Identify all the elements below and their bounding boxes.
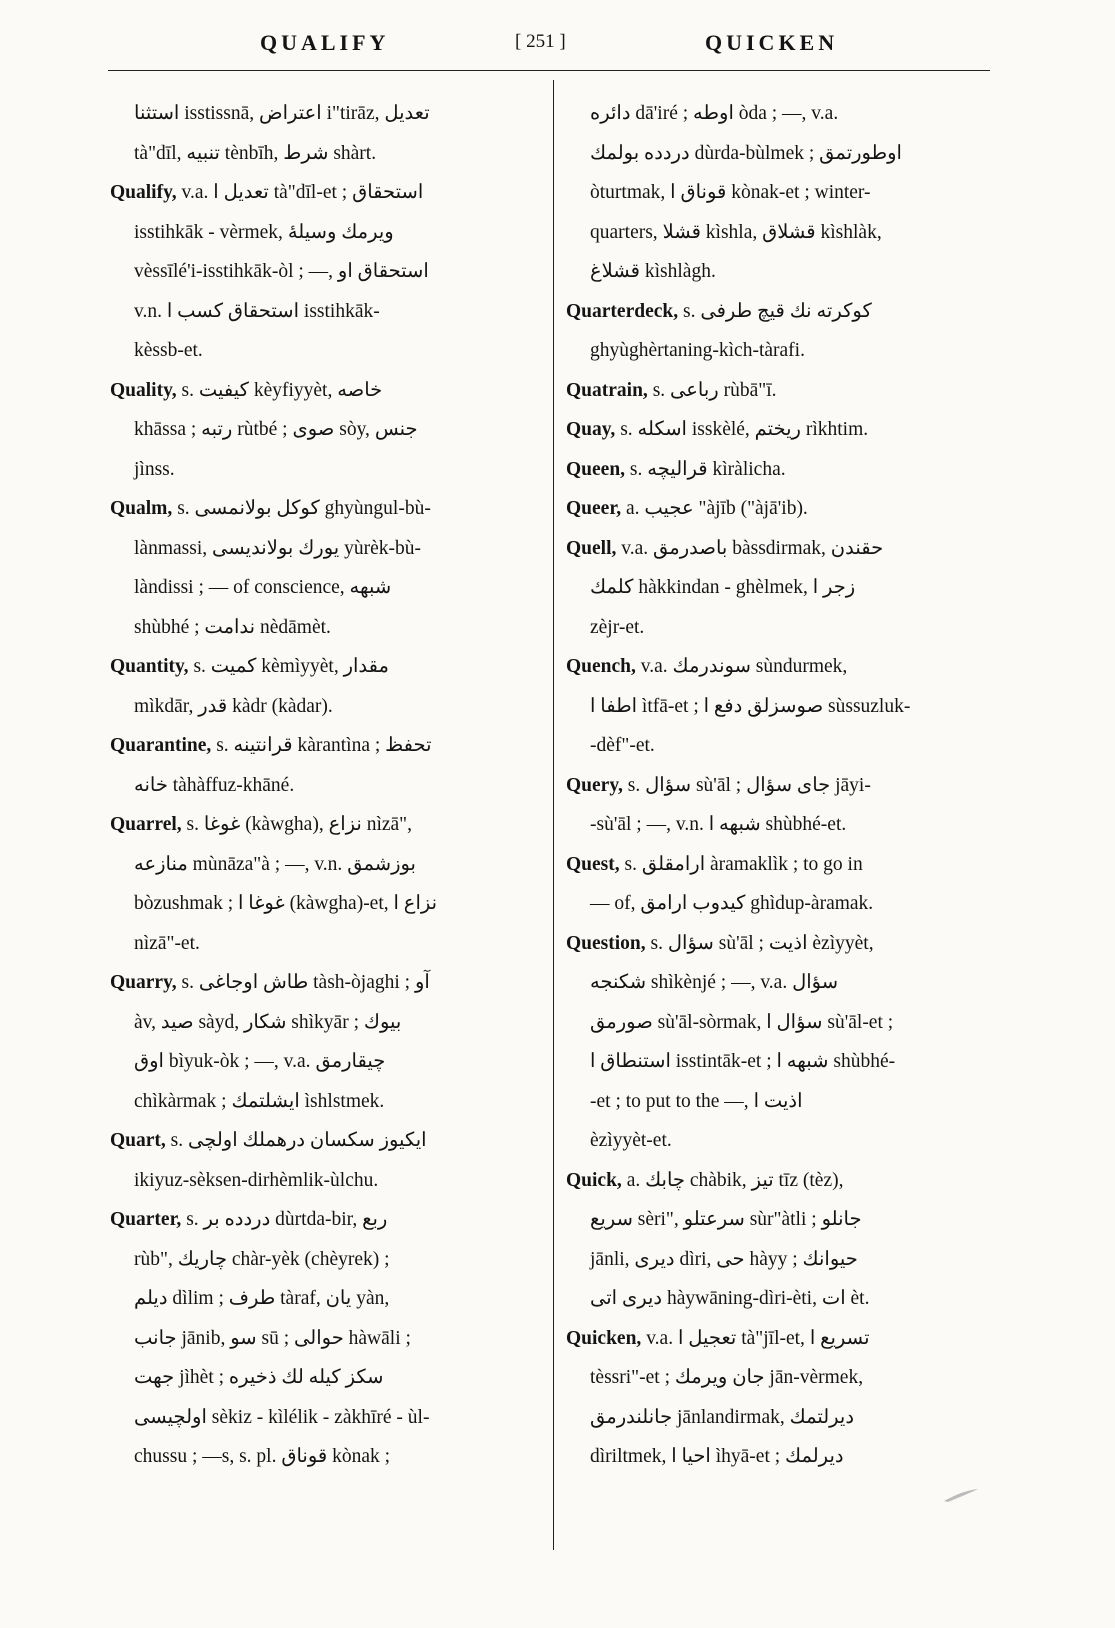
dictionary-line [110, 647, 542, 687]
dictionary-line [566, 884, 984, 924]
entry-text: ikiyuz-sèksen-dirhèmlik-ùlchu. [134, 1169, 379, 1191]
dictionary-line [110, 805, 542, 845]
entry-text: a. چابك chàbik, تيز tīz (tèz), [621, 1169, 844, 1191]
dictionary-line [110, 331, 542, 371]
entry-text: àv, صيد sàyd, شكار shìkyār ; بيوك [134, 1011, 402, 1033]
printer-ornament-icon [942, 1487, 980, 1503]
dictionary-line [566, 371, 984, 411]
dictionary-line [566, 173, 984, 213]
entry-text: làndissi ; — of conscience, شبهه [134, 577, 392, 598]
dictionary-line [566, 1319, 984, 1359]
dictionary-line [110, 1437, 542, 1477]
entry-text: s. اسكله isskèlé, ريختم rìkhtim. [615, 419, 869, 440]
entry-text: v.a. باصدرمق bàssdirmak, حقندن [616, 537, 884, 559]
entry-text: jìnss. [134, 458, 175, 480]
dictionary-line [110, 687, 542, 727]
dictionary-line [566, 1358, 984, 1398]
dictionary-line [110, 1003, 542, 1043]
entry-text: dìriltmek, احيا ا ìhyā-et ; ديرلمك [590, 1446, 844, 1467]
entry-text: استثنا isstissnā, اعتراض i"tirāz, تعديل [134, 103, 430, 124]
entry-text: — of, كيدوب ارامق ghìdup-àramak. [590, 893, 874, 914]
entry-text: اولچيسى sèkiz - kìlélik - zàkhīré - ùl- [134, 1406, 430, 1428]
dictionary-line [110, 292, 542, 332]
entry-text: -sù'āl ; —, v.n. شبهه ا shùbhé-et. [590, 814, 847, 835]
entry-text: lànmassi, يورك بولانديسى yùrèk-bù- [134, 537, 421, 559]
header-first-word: QUALIFY [260, 30, 390, 55]
headword: Query, [566, 774, 623, 796]
dictionary-line [566, 450, 984, 490]
headword: Quay, [566, 419, 616, 440]
entry-text: قشلاغ kìshlàgh. [590, 261, 716, 282]
entry-text: mìkdār, قدر kàdr (kàdar). [134, 695, 333, 717]
dictionary-line [566, 1398, 984, 1438]
entry-text: a. عجيب "àjīb ("àjā'ib). [621, 498, 808, 519]
dictionary-line [566, 331, 984, 371]
dictionary-line [566, 766, 984, 806]
entry-text: zèjr-et. [590, 616, 645, 638]
entry-text: nìzā"-et. [134, 932, 200, 954]
entry-text: s. غوغا (kàwgha), نزاع nìzā", [181, 814, 413, 835]
entry-text: s. سؤال sù'āl ; اذيت èzìyyèt, [645, 932, 874, 954]
dictionary-line [110, 845, 542, 885]
headword: Qualm, [110, 498, 173, 519]
dictionary-line [110, 134, 542, 174]
dictionary-line [110, 884, 542, 924]
dictionary-line [110, 1121, 542, 1161]
entry-text: quarters, قشلا kìshla, قشلاق kìshlàk, [590, 221, 882, 243]
dictionary-line [110, 726, 542, 766]
dictionary-line [110, 1161, 542, 1201]
dictionary-line [566, 292, 984, 332]
header-last-word: QUICKEN [705, 30, 839, 55]
dictionary-line [110, 410, 542, 450]
entry-text: s. كيفيت kèyfiyyèt, خاصه [176, 379, 383, 401]
dictionary-line [110, 213, 542, 253]
dictionary-line [566, 568, 984, 608]
running-header [110, 30, 990, 64]
dictionary-line [110, 371, 542, 411]
entry-text: s. طاش اوجاغى tàsh-òjaghi ; آو [176, 972, 430, 993]
entry-text: -et ; to put to the —, اذيت ا [590, 1090, 803, 1112]
entry-text: استنطاق ا isstintāk-et ; شبهه ا shùbhé- [590, 1051, 896, 1072]
entry-text: tèssri"-et ; جان ويرمك jān-vèrmek, [590, 1367, 864, 1388]
entry-text: s. قرانتينه kàrantìna ; تحفظ [211, 735, 432, 756]
entry-text: -dèf"-et. [590, 735, 655, 756]
dictionary-line [110, 94, 542, 134]
dictionary-line [110, 252, 542, 292]
headword: Quart, [110, 1130, 166, 1151]
dictionary-line [566, 489, 984, 529]
entry-text: جهت jìhèt ; سكز كيله لك ذخيره [134, 1367, 384, 1388]
entry-text: s. كميت kèmìyyèt, مقدار [188, 656, 389, 677]
dictionary-line [110, 1240, 542, 1280]
dictionary-line [566, 1003, 984, 1043]
dictionary-line [110, 1042, 542, 1082]
headword: Quest, [566, 853, 620, 875]
dictionary-line [110, 1358, 542, 1398]
entry-text: isstihkāk - vèrmek, ويرمك وسيلهٔ [134, 221, 394, 243]
entry-text: tà"dīl, تنبيه tènbīh, شرط shàrt. [134, 142, 377, 164]
entry-text: دردده بولمك dùrda-bùlmek ; اوطورتمق [590, 142, 902, 164]
entry-text: جانب jānib, سو sū ; حوالى hàwāli ; [134, 1327, 411, 1349]
dictionary-line [110, 489, 542, 529]
dictionary-line [566, 1082, 984, 1122]
headword: Quarter, [110, 1209, 182, 1230]
header-rule [108, 70, 990, 71]
entry-text: شكنجه shìkènjé ; —, v.a. سؤال [590, 972, 839, 993]
headword: Queen, [566, 458, 626, 480]
dictionary-line [110, 1279, 542, 1319]
entry-text: chussu ; —s, s. pl. قوناق kònak ; [134, 1446, 391, 1467]
dictionary-line [110, 1082, 542, 1122]
entry-text: rùb", چاريك chàr-yèk (chèyrek) ; [134, 1248, 390, 1270]
dictionary-line [110, 568, 542, 608]
dictionary-line [566, 94, 984, 134]
entry-text: chìkàrmak ; ايشلتمك ìshlstmek. [134, 1090, 385, 1112]
dictionary-line [566, 134, 984, 174]
headword: Question, [566, 932, 646, 954]
entry-text: دائره dā'iré ; اوطه òda ; —, v.a. [590, 103, 839, 124]
entry-text: s. ارامقلق àramaklìk ; to go in [619, 853, 863, 875]
entry-text: s. قراليچه kìràlicha. [625, 458, 786, 480]
entry-text: v.a. سوندرمك sùndurmek, [635, 656, 848, 677]
dictionary-line [110, 766, 542, 806]
entry-text: bòzushmak ; غوغا ا (kàwgha)-et, نزاع ا [134, 893, 438, 914]
entry-text: خانه tàhàffuz-khāné. [134, 774, 295, 796]
headword: Quantity, [110, 656, 189, 677]
column-divider [553, 80, 554, 1550]
dictionary-line [110, 1200, 542, 1240]
entry-text: vèssīlé'i-isstihkāk-òl ; —, استحقاق او [134, 261, 429, 282]
entry-text: جانلندرمق jānlandirmak, ديرلتمك [590, 1406, 855, 1428]
dictionary-line [110, 924, 542, 964]
dictionary-line [110, 1319, 542, 1359]
dictionary-line [110, 1398, 542, 1438]
dictionary-line [110, 173, 542, 213]
entry-text: ghyùghèrtaning-kìch-tàrafi. [590, 340, 805, 361]
headword: Qualify, [110, 182, 177, 203]
dictionary-line [566, 1200, 984, 1240]
dictionary-line [566, 529, 984, 569]
entry-text: سريع sèri", سرعتلو sùr"àtli ; جانلو [590, 1209, 862, 1230]
dictionary-line [566, 213, 984, 253]
right-column [566, 94, 984, 1477]
dictionary-line [566, 687, 984, 727]
dictionary-line [110, 963, 542, 1003]
entry-text: s. سؤال sù'āl ; جاى سؤال jāyi- [622, 774, 871, 796]
entry-text: اطفا ا ìtfā-et ; صوسزلق دفع ا sùssuzluk- [590, 695, 911, 717]
dictionary-line [566, 1121, 984, 1161]
entry-text: s. دردده بر dùrtda-bir, ربع [181, 1209, 388, 1230]
dictionary-line [566, 963, 984, 1003]
dictionary-line [566, 726, 984, 766]
entry-text: منازعه mùnāza"à ; —, v.n. بوزشمق [134, 853, 416, 875]
headword: Quatrain, [566, 379, 648, 401]
left-column [110, 94, 542, 1477]
headword: Quick, [566, 1169, 622, 1191]
entry-text: s. ايكيوز سكسان درهملك اولچى [165, 1130, 427, 1151]
dictionary-line [110, 529, 542, 569]
headword: Quarrel, [110, 814, 182, 835]
headword: Quarry, [110, 972, 177, 993]
headword: Quality, [110, 379, 177, 401]
entry-text: v.a. تعجيل ا tà"jīl-et, تسريع ا [641, 1327, 870, 1349]
dictionary-line [566, 845, 984, 885]
entry-text: jānli, ديرى dìri, حى hàyy ; حيوانك [590, 1248, 858, 1270]
dictionary-line [110, 450, 542, 490]
dictionary-line [566, 924, 984, 964]
entry-text: ديلم dìlim ; طرف tàraf, يان yàn, [134, 1288, 390, 1309]
entry-text: èzìyyèt-et. [590, 1130, 672, 1151]
dictionary-line [566, 1161, 984, 1201]
entry-text: shùbhé ; ندامت nèdāmèt. [134, 616, 331, 638]
dictionary-line [566, 410, 984, 450]
entry-text: v.n. استحقاق كسب ا isstihkāk- [134, 300, 380, 322]
dictionary-line [566, 608, 984, 648]
page-number: [ 251 ] [515, 31, 566, 52]
entry-text: v.a. تعديل ا tà"dīl-et ; استحقاق [176, 182, 424, 203]
headword: Quench, [566, 656, 636, 677]
headword: Queer, [566, 498, 622, 519]
dictionary-line [566, 805, 984, 845]
entry-text: khāssa ; رتبه rùtbé ; صوى sòy, جنس [134, 419, 418, 440]
entry-text: s. كوكل بولانمسى ghyùngul-bù- [172, 498, 431, 519]
dictionary-line [110, 608, 542, 648]
headword: Quicken, [566, 1327, 642, 1349]
entry-text: صورمق sù'āl-sòrmak, سؤال ا sù'āl-et ; [590, 1011, 894, 1033]
entry-text: òturtmak, قوناق ا kònak-et ; winter- [590, 182, 871, 203]
dictionary-line [566, 647, 984, 687]
entry-text: كلمك hàkkindan - ghèlmek, زجر ا [590, 577, 856, 598]
entry-text: اوق bìyuk-òk ; —, v.a. چيقارمق [134, 1051, 386, 1072]
dictionary-line [566, 1042, 984, 1082]
entry-text: kèssb-et. [134, 340, 203, 361]
dictionary-line [566, 1437, 984, 1477]
dictionary-line [566, 252, 984, 292]
headword: Quarterdeck, [566, 300, 679, 322]
dictionary-line [566, 1279, 984, 1319]
entry-text: s. رباعى rùbā"ī. [647, 379, 777, 401]
entry-text: s. كوكرته نك قيچ طرفى [678, 300, 872, 322]
entry-text: ديرى اتى hàywāning-dìri-èti, ات èt. [590, 1288, 870, 1309]
headword: Quarantine, [110, 735, 212, 756]
dictionary-line [566, 1240, 984, 1280]
headword: Quell, [566, 537, 617, 559]
